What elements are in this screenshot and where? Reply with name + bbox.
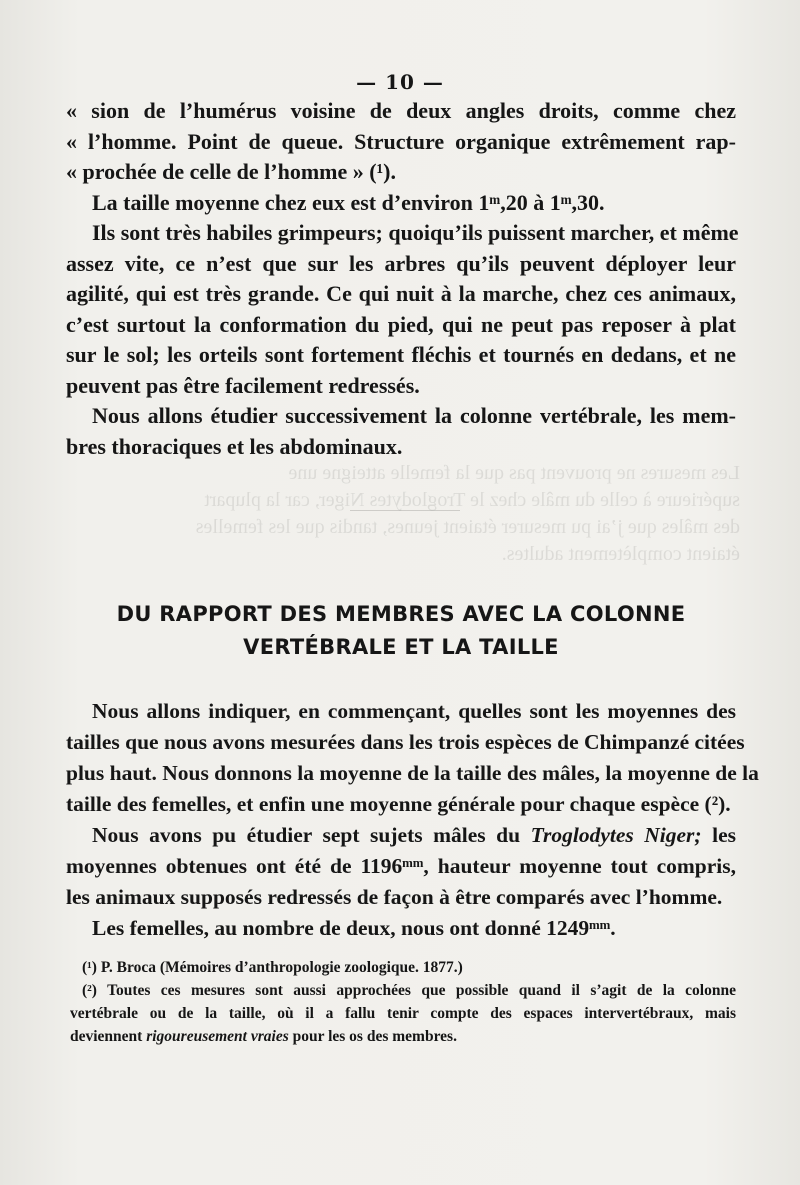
text-line: assez vite, ce n’est que sur les arbres qu’ils peuvent déployer leur (66, 250, 736, 276)
text-line: La taille moyenne chez eux est d’environ 1ᵐ,20 à 1ᵐ,30. (92, 189, 605, 215)
footnote-2-line-2: vertébrale ou de la taille, où il a fallu tenir compte des espaces intervertébraux, mais (70, 1005, 736, 1022)
text-line: taille des femelles, et enfin une moyenne générale pour chaque espèce (²). (66, 792, 731, 816)
heading-line-1: DU RAPPORT DES MEMBRES AVEC LA COLONNE (116, 602, 686, 626)
text-line: « l’homme. Point de queue. Structure organique extrêmement rap- (66, 128, 736, 154)
show-through-text: Les mesures ne prouvent pas que la femelle atteigne une supérieure à celle du mâle chez le Troglodytes Niger, car la plupart des mâles que j’ai pu mesurer étaient jeunes, tandis que les femelles étaient complètement adultes. (195, 462, 740, 565)
text-line: les animaux supposés redressés de façon à être comparés avec l’homme. (66, 885, 723, 909)
text-line: « prochée de celle de l’homme » (¹). (66, 159, 396, 184)
text-span: pour les os des membres. (292, 1028, 457, 1045)
text-line: c’est surtout la conformation du pied, qui ne peut pas reposer à plat (66, 311, 736, 337)
heading-line-2: VERTÉBRALE ET LA TAILLE (243, 635, 559, 659)
text-span: deviennent (70, 1028, 143, 1045)
text-line: Ils sont très habiles grimpeurs; quoiqu’ils puissent marcher, et même (92, 220, 739, 245)
text-line: peuvent pas être facilement redressés. (66, 372, 420, 398)
footnote-1: (¹) P. Broca (Mémoires d’anthropologie zoologique. 1877.) (82, 959, 463, 976)
text-line: plus haut. Nous donnons la moyenne de la taille des mâles, la moyenne de la (66, 761, 759, 785)
section-heading (66, 598, 736, 664)
text-line: « sion de l’humérus voisine de deux angles droits, comme chez (66, 98, 736, 123)
text-span: les (712, 823, 737, 847)
show-through-rule (350, 510, 460, 511)
text-line: bres thoraciques et les abdominaux. (66, 433, 403, 459)
text-line: Nous allons indiquer, en commençant, quelles sont les moyennes des (92, 699, 736, 723)
text-line-species (66, 820, 736, 851)
footnote-2-line-1: (²) Toutes ces mesures sont aussi approchées que possible quand il s’agit de la colonne (82, 982, 736, 999)
text-line: sur le sol; les orteils sont fortement fléchis et tournés en dedans, et ne (66, 342, 736, 367)
top-paragraphs (66, 96, 739, 462)
text-line: Les femelles, au nombre de deux, nous ont donné 1249ᵐᵐ. (92, 916, 616, 940)
emphasis-text: rigoureusement vraies (146, 1028, 289, 1045)
footnote-2-line-3 (70, 1025, 736, 1048)
text-span: Nous avons pu étudier sept sujets mâles du (92, 823, 521, 847)
page-number: — 10 — (356, 70, 444, 94)
text-line: moyennes obtenues ont été de 1196ᵐᵐ, hauteur moyenne tout compris, (66, 854, 736, 878)
text-line: Nous allons étudier successivement la colonne vertébrale, les mem- (92, 403, 736, 428)
text-line: agilité, qui est très grande. Ce qui nuit à la marche, chez ces animaux, (66, 281, 736, 306)
text-line: tailles que nous avons mesurées dans les trois espèces de Chimpanzé citées (66, 730, 745, 754)
body-paragraphs (66, 696, 759, 944)
species-name: Troglodytes Niger; (530, 823, 702, 847)
footnotes (70, 956, 736, 1048)
